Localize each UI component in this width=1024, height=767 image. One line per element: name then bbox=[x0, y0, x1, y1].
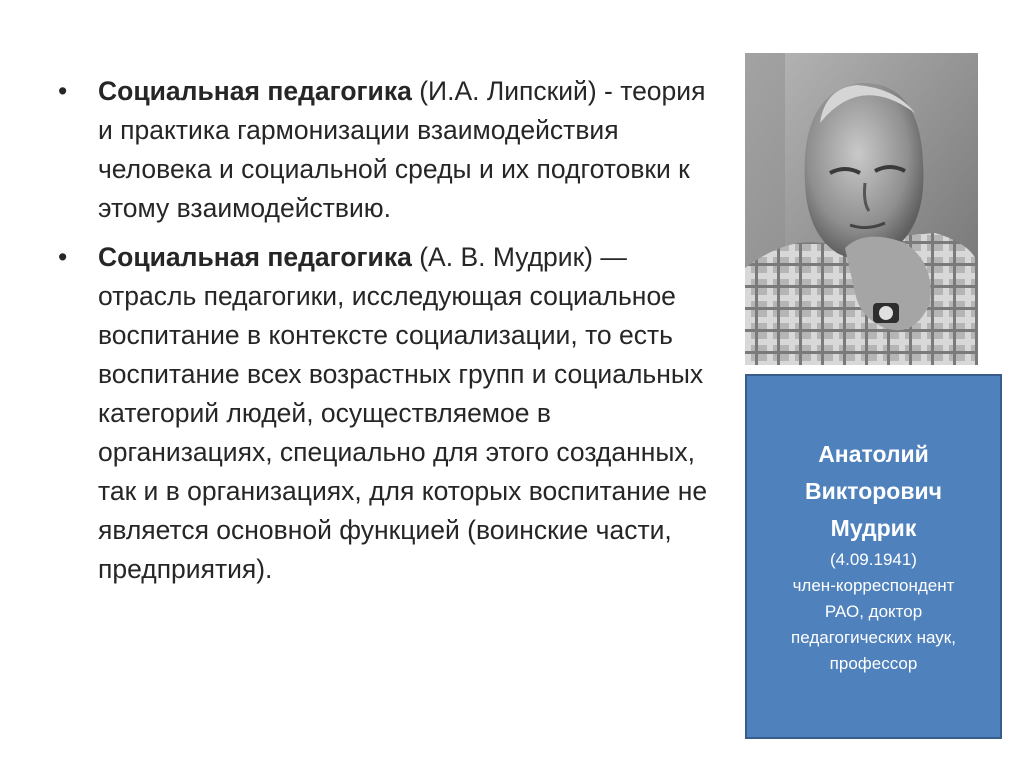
author-surname: Мудрик bbox=[830, 515, 917, 541]
bullet-item-mudrik bbox=[58, 238, 723, 589]
author-title-line-1: член-корреспондент bbox=[792, 576, 955, 595]
portrait-photo bbox=[745, 53, 978, 365]
bullet-term: Социальная педагогика bbox=[98, 76, 412, 106]
author-title-line-2: РАО, доктор bbox=[824, 602, 923, 621]
bullet-definition: (А. В. Мудрик) — отрасль педагогики, исследующая социальное воспитание в контексте социализации, то есть воспитание всех возрастных групп и социальных категорий людей, осуществляемое в организациях, специально для этого созданных, так и в организациях, для которых воспитание не является основной функцией (воинские части, предприятия). bbox=[98, 242, 708, 584]
main-text bbox=[58, 72, 723, 599]
bullet-item-lipsky bbox=[58, 72, 723, 228]
bullet-term: Социальная педагогика bbox=[98, 242, 412, 272]
author-birth-date: (4.09.1941) bbox=[830, 550, 917, 569]
author-title-line-4: профессор bbox=[829, 654, 918, 673]
bullet-dot: • bbox=[58, 76, 68, 106]
bullet-dot: • bbox=[58, 242, 68, 272]
portrait-image bbox=[745, 53, 978, 365]
bullet-definition: (И.А. Липский) - теория и практика гармонизации взаимодействия человека и социальной среды и их подготовки к этому взаимодействию. bbox=[98, 76, 706, 223]
author-first-name: Анатолий bbox=[818, 441, 929, 467]
author-info-box bbox=[745, 374, 1002, 739]
author-title-line-3: педагогических наук, bbox=[791, 628, 956, 647]
author-patronymic: Викторович bbox=[804, 478, 942, 504]
